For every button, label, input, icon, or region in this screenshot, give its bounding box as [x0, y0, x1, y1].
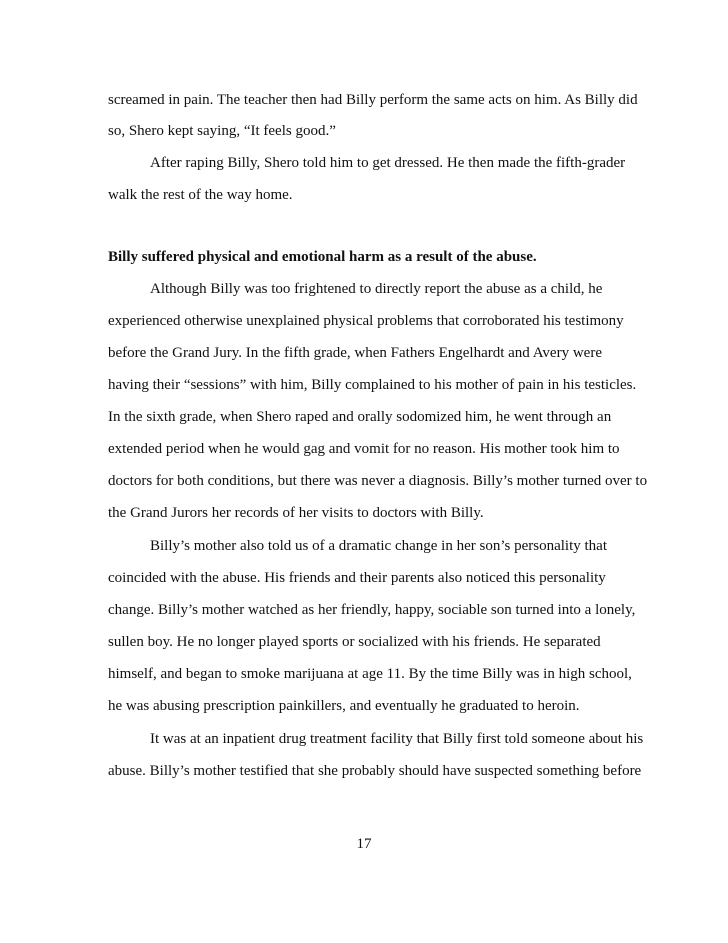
body-text-line: coincided with the abuse. His friends and their parents also noticed this personality — [108, 570, 606, 586]
body-text-line: doctors for both conditions, but there was never a diagnosis. Billy’s mother turned over to — [108, 473, 648, 489]
body-text-line: walk the rest of the way home. — [108, 187, 293, 203]
section-heading: Billy suffered physical and emotional harm as a result of the abuse. — [108, 249, 537, 265]
body-text-line: having their “sessions” with him, Billy complained to his mother of pain in his testicles. — [108, 377, 637, 393]
body-text-line: so, Shero kept saying, “It feels good.” — [108, 123, 336, 139]
body-text-line: extended period when he would gag and vomit for no reason. His mother took him to — [108, 441, 620, 457]
paragraph-first-line: After raping Billy, Shero told him to get dressed. He then made the fifth-grader — [150, 155, 626, 171]
body-text-line: the Grand Jurors her records of her visits to doctors with Billy. — [108, 505, 484, 521]
body-text-line: he was abusing prescription painkillers, and eventually he graduated to heroin. — [108, 698, 580, 714]
body-text-line: experienced otherwise unexplained physical problems that corroborated his testimony — [108, 313, 624, 329]
body-text-line: In the sixth grade, when Shero raped and orally sodomized him, he went through an — [108, 409, 612, 425]
body-text-line: sullen boy. He no longer played sports or socialized with his friends. He separated — [108, 634, 601, 650]
body-text-line: before the Grand Jury. In the fifth grade, when Fathers Engelhardt and Avery were — [108, 345, 602, 361]
body-text-line: himself, and began to smoke marijuana at age 11. By the time Billy was in high school, — [108, 666, 632, 682]
body-text-line: screamed in pain. The teacher then had Billy perform the same acts on him. As Billy did — [108, 92, 638, 108]
body-text-line: change. Billy’s mother watched as her friendly, happy, sociable son turned into a lonely, — [108, 602, 636, 618]
page-number: 17 — [356, 836, 372, 852]
paragraph-first-line: Billy’s mother also told us of a dramatic change in her son’s personality that — [150, 538, 607, 554]
paragraph-first-line: It was at an inpatient drug treatment facility that Billy first told someone about his — [150, 731, 644, 747]
paragraph-first-line: Although Billy was too frightened to directly report the abuse as a child, he — [150, 281, 603, 297]
body-text-line: abuse. Billy’s mother testified that she probably should have suspected something before — [108, 763, 642, 779]
